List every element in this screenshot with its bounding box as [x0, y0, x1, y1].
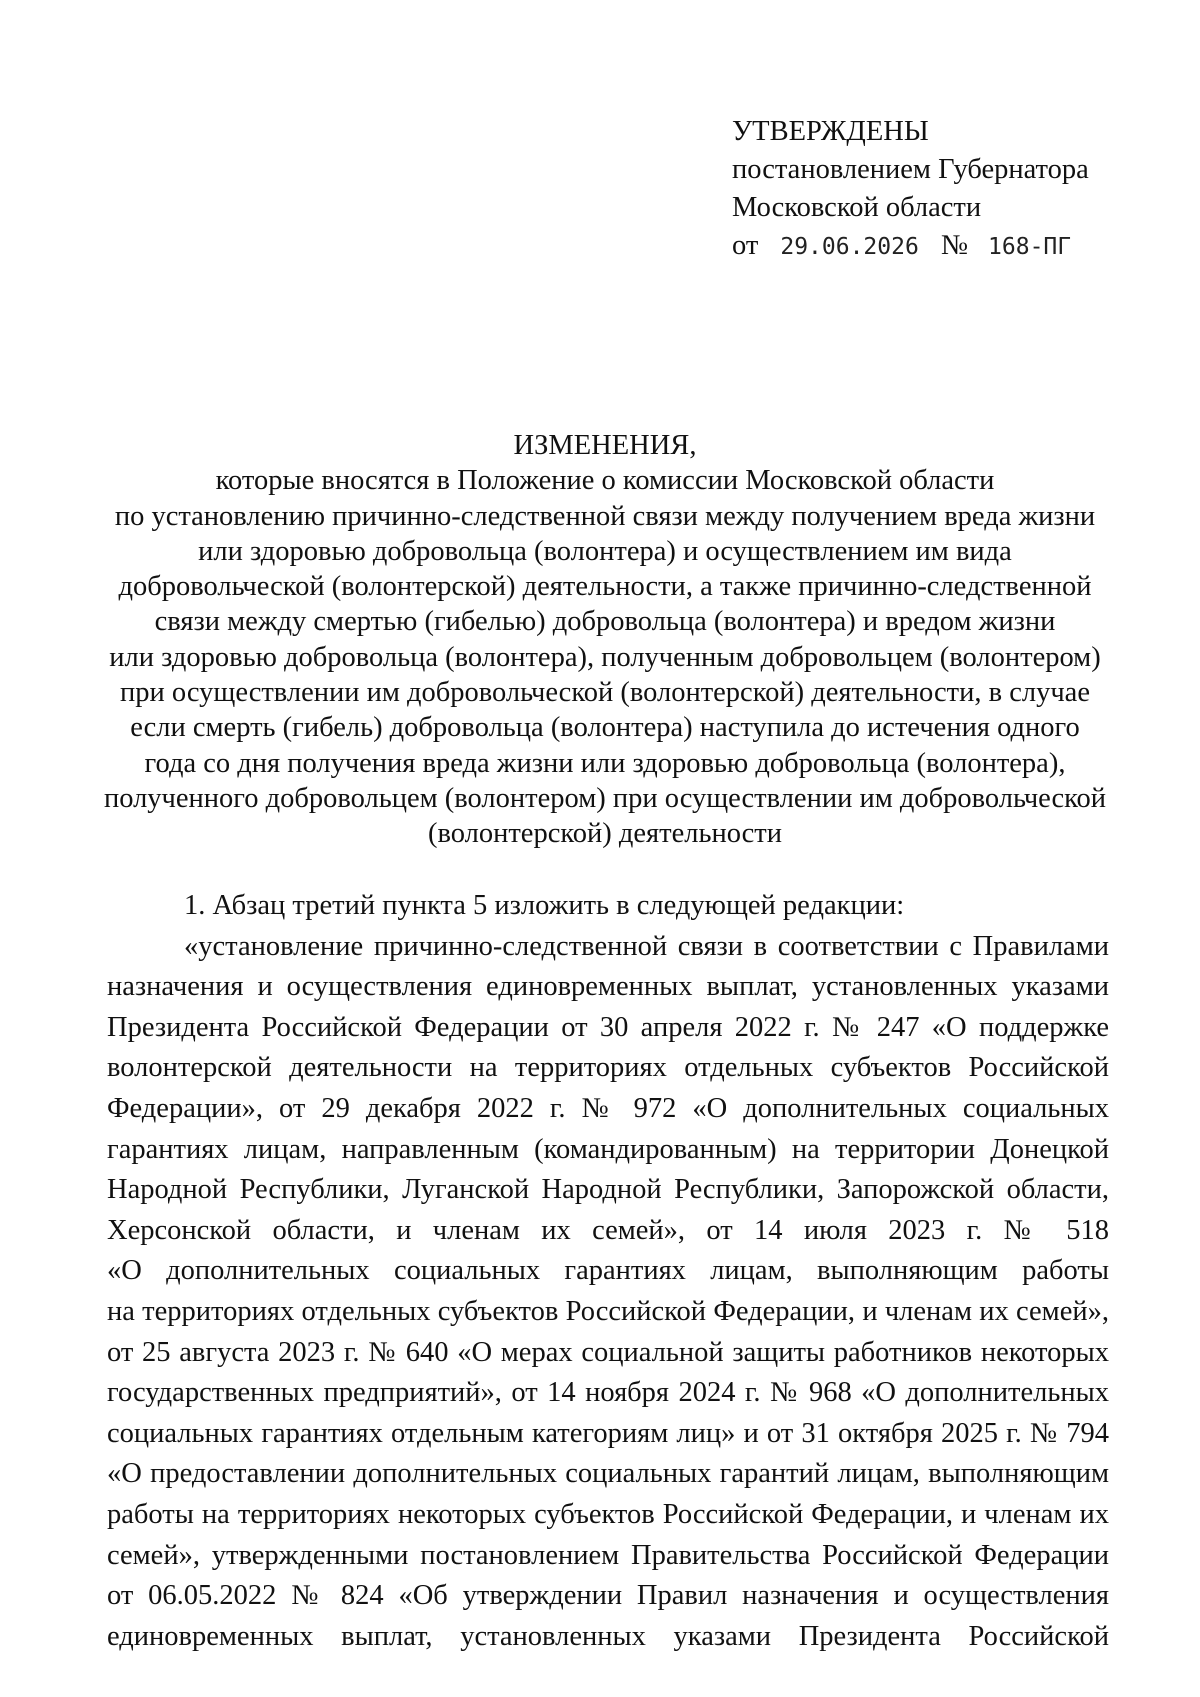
document-body — [107, 886, 1109, 1657]
title-line: если смерть (гибель) добровольца (волонтера) наступила до истечения одного — [130, 712, 1080, 744]
approval-line-2: Московской области — [732, 192, 982, 223]
paragraph-line: «О дополнительных социальных гарантиях лицам, выполняющим работы — [107, 1255, 1109, 1287]
paragraph-line: семей», утвержденными постановлением Правительства Российской Федерации — [107, 1539, 1109, 1571]
paragraph-line: на территориях отдельных субъектов Российской Федерации, и членам их семей», — [107, 1295, 1109, 1327]
approval-date: 29.06.2026 — [780, 234, 919, 260]
date-label: от — [732, 230, 759, 261]
title-line: полученного добровольцем (волонтером) при осуществлении им добровольческой — [103, 782, 1107, 814]
title-line: при осуществлении им добровольческой (волонтерской) деятельности, в случае — [120, 677, 1090, 709]
paragraph-line: «установление причинно-следственной связи в соответствии с Правилами — [184, 930, 1109, 962]
paragraph-line: Херсонской области, и членам их семей», от 14 июля 2023 г. № 518 — [107, 1214, 1109, 1246]
paragraph-line: Народной Республики, Луганской Народной Республики, Запорожской области, — [107, 1174, 1109, 1206]
approval-line-1: постановлением Губернатора — [732, 154, 1089, 185]
paragraph-line: от 06.05.2022 № 824 «Об утверждении Правил назначения и осуществления — [107, 1580, 1109, 1612]
paragraph-line: гарантиях лицам, направленным (командированным) на территории Донецкой — [107, 1133, 1109, 1165]
approval-title: УТВЕРЖДЕНЫ — [732, 116, 929, 147]
paragraph-line: волонтерской деятельности на территориях отдельных субъектов Российской — [107, 1052, 1109, 1084]
title-line: по установлению причинно-следственной связи между получением вреда жизни — [114, 500, 1096, 532]
approval-block — [732, 113, 1089, 266]
paragraph-line: назначения и осуществления единовременных выплат, установленных указами — [107, 971, 1109, 1003]
paragraph-line: единовременных выплат, установленных указами Президента Российской — [107, 1620, 1109, 1652]
title-heading: ИЗМЕНЕНИЯ, — [513, 430, 697, 461]
title-line: или здоровью добровольца (волонтера), полученным добровольцем (волонтером) — [109, 641, 1101, 673]
title-line: добровольческой (волонтерской) деятельности, а также причинно-следственной — [118, 571, 1092, 603]
approval-date-row — [732, 227, 1089, 266]
item-1-text: 1. Абзац третий пункта 5 изложить в следующей редакции: — [184, 890, 905, 921]
paragraph-line: социальных гарантиях отдельным категориям лиц» и от 31 октября 2025 г. № 794 — [107, 1417, 1109, 1449]
paragraph-line: от 25 августа 2023 г. № 640 «О мерах социальной защиты работников некоторых — [107, 1336, 1109, 1368]
paragraph-line: «О предоставлении дополнительных социальных гарантий лицам, выполняющим — [107, 1458, 1109, 1490]
title-line: или здоровью добровольца (волонтера) и осуществлением им вида — [198, 535, 1012, 567]
document-title — [100, 428, 1110, 852]
title-line: (волонтерской) деятельности — [427, 818, 783, 850]
approval-number: 168-ПГ — [988, 234, 1072, 260]
paragraph-line: Президента Российской Федерации от 30 апреля 2022 г. № 247 «О поддержке — [107, 1011, 1109, 1043]
title-line: года со дня получения вреда жизни или здоровью добровольца (волонтера), — [144, 747, 1066, 779]
paragraph-line: Федерации», от 29 декабря 2022 г. № 972 «О дополнительных социальных — [107, 1092, 1109, 1124]
quoted-paragraph — [107, 927, 1109, 1658]
paragraph-line: работы на территориях некоторых субъектов Российской Федерации, и членам их — [107, 1498, 1109, 1530]
paragraph-line: государственных предприятий», от 14 ноября 2024 г. № 968 «О дополнительных — [107, 1377, 1109, 1409]
number-label: № — [940, 230, 969, 261]
title-line: которые вносятся в Положение о комиссии Московской области — [215, 465, 995, 497]
title-line: связи между смертью (гибелью) добровольца (волонтера) и вредом жизни — [154, 606, 1056, 638]
